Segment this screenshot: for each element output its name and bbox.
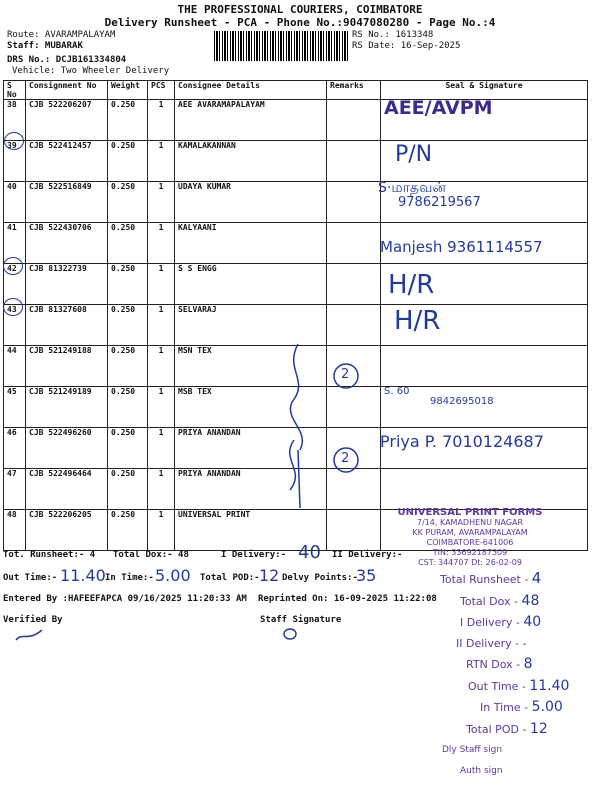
cell-consignee: MSB TEX <box>175 387 327 428</box>
cell-consignment: CJB 522412457 <box>26 141 108 182</box>
cell-pcs: 1 <box>148 469 175 510</box>
summary-dly-label: Dly Staff sign <box>442 745 503 755</box>
hw-signature-43: H/R <box>394 306 441 336</box>
cell-seal-signature <box>381 346 588 387</box>
summary-stamp <box>430 568 590 781</box>
verified-signature-mark <box>14 628 44 644</box>
table-row <box>4 100 588 141</box>
cell-sno: 43 <box>4 305 26 346</box>
cell-weight: 0.250 <box>108 141 148 182</box>
table-row <box>4 182 588 223</box>
cell-consignee: KALYAANI <box>175 223 327 264</box>
hw-signature-40b: 9786219567 <box>398 195 481 210</box>
stamp-line-2: 7/14, KAMADHENU NAGAR <box>416 518 524 527</box>
table-row <box>4 264 588 305</box>
cell-weight: 0.250 <box>108 100 148 141</box>
cell-weight: 0.250 <box>108 182 148 223</box>
cell-consignee: KAMALAKANNAN <box>175 141 327 182</box>
cell-seal-signature <box>381 469 588 510</box>
summary-dly <box>430 740 590 761</box>
summary-auth <box>430 761 590 782</box>
cell-remarks <box>327 264 381 305</box>
drs-number: DRS No.: DCJB161334804 <box>7 55 127 65</box>
staff: Staff: MUBARAK <box>7 41 83 51</box>
summary-out <box>430 676 590 698</box>
total-dox: Total Dox:- 48 <box>113 550 189 560</box>
cell-sno: 38 <box>4 100 26 141</box>
hw-signature-39: P/N <box>395 142 433 167</box>
runsheet-title: Delivery Runsheet - PCA - Phone No.:9047080280 - Page No.:4 <box>104 16 496 29</box>
cell-remarks <box>327 100 381 141</box>
summary-pod-value: 12 <box>529 720 548 737</box>
cell-weight: 0.250 <box>108 510 148 551</box>
cell-pcs: 1 <box>148 264 175 305</box>
total-pod-label: Total POD:- <box>200 573 260 583</box>
summary-idel-value: 40 <box>523 614 542 630</box>
verified-by: Verified By <box>3 615 63 625</box>
company-stamp <box>380 508 560 568</box>
cell-consignment: CJB 522496260 <box>26 428 108 469</box>
cell-consignee: UNIVERSAL PRINT <box>175 510 327 551</box>
summary-in-value: 5.00 <box>531 699 563 715</box>
cell-sno: 45 <box>4 387 26 428</box>
tot-runsheet: Tot. Runsheet:- 4 <box>3 550 96 560</box>
col-sno: S No <box>4 81 26 100</box>
cell-consignment: CJB 81322739 <box>26 264 108 305</box>
stamp-line-3: KK PURAM, AVARAMPALAYAM <box>412 528 528 537</box>
cell-weight: 0.250 <box>108 264 148 305</box>
cell-pcs: 1 <box>148 428 175 469</box>
cell-weight: 0.250 <box>108 305 148 346</box>
route: Route: AVARAMPALAYAM <box>7 30 116 40</box>
out-time-value: 11.40 <box>60 566 106 585</box>
cell-pcs: 1 <box>148 510 175 551</box>
cell-consignee: AEE AVARAMAPALAYAM <box>175 100 327 141</box>
cell-weight: 0.250 <box>108 428 148 469</box>
summary-iidel <box>430 634 590 655</box>
cell-pcs: 1 <box>148 346 175 387</box>
summary-rtn <box>430 654 590 676</box>
barcode <box>214 31 348 61</box>
cell-weight: 0.250 <box>108 223 148 264</box>
cell-consignment: CJB 81327608 <box>26 305 108 346</box>
table-header-row <box>4 81 588 100</box>
cell-consignee: S S ENGG <box>175 264 327 305</box>
cell-consignment: CJB 522206207 <box>26 100 108 141</box>
col-pcs: PCS <box>148 81 175 100</box>
cell-sno: 39 <box>4 141 26 182</box>
col-weight: Weight <box>108 81 148 100</box>
hw-signature-38: AEE/AVPM <box>384 97 493 119</box>
entered-by: Entered By :HAFEEFAPCA 09/16/2025 11:20:33 AM <box>3 594 247 604</box>
hw-circle-count-2: 2 <box>341 451 350 466</box>
ii-delivery-label: II Delivery:- <box>332 550 403 560</box>
staff-signature: Staff Signature <box>260 615 342 625</box>
summary-out-label: Out Time - <box>468 679 526 693</box>
summary-dox <box>430 591 590 613</box>
in-time-value: 5.00 <box>155 566 191 585</box>
cell-pcs: 1 <box>148 305 175 346</box>
in-time-label: In Time:- <box>105 573 154 583</box>
cell-sno: 42 <box>4 264 26 305</box>
company-name: THE PROFESSIONAL COURIERS, COIMBATORE <box>177 3 423 16</box>
cell-consignee: UDAYA KUMAR <box>175 182 327 223</box>
stamp-line-4: COIMBATORE-641006 <box>426 538 514 547</box>
hw-signature-42: H/R <box>388 270 435 300</box>
sno-circle-42 <box>3 257 23 275</box>
summary-dox-value: 48 <box>521 592 540 609</box>
cell-consignment: CJB 522430706 <box>26 223 108 264</box>
cell-consignee: PRIYA ANANDAN <box>175 428 327 469</box>
cell-pcs: 1 <box>148 387 175 428</box>
reprinted-on: Reprinted On: 16-09-2025 11:22:08 <box>258 594 437 604</box>
sno-circle-39 <box>4 132 24 150</box>
summary-dox-label: Total Dox - <box>460 594 519 608</box>
stamp-line-5: TIN: 33692187309 <box>432 548 508 557</box>
hw-signature-41: Manjesh 9361114557 <box>380 238 543 256</box>
cell-remarks <box>327 223 381 264</box>
summary-runsheet-label: Total Runsheet - <box>440 573 529 586</box>
cell-consignee: PRIYA ANANDAN <box>175 469 327 510</box>
summary-iidel-value: - <box>522 636 527 650</box>
summary-pod-label: Total POD - <box>466 722 527 736</box>
cell-remarks <box>327 510 381 551</box>
sno-circle-43 <box>3 298 23 316</box>
summary-in-label: In Time - <box>480 701 529 714</box>
cell-sno: 47 <box>4 469 26 510</box>
summary-idel <box>430 612 590 634</box>
summary-auth-label: Auth sign <box>460 765 503 776</box>
cell-remarks <box>327 141 381 182</box>
hw-signature-45b: 9842695018 <box>430 396 494 407</box>
total-pod-value: 12 <box>259 566 280 585</box>
i-delivery-label: I Delivery:- <box>221 550 287 560</box>
cell-consignee: SELVARAJ <box>175 305 327 346</box>
rs-number: RS No.: 1613348 <box>352 30 434 40</box>
cell-consignment: CJB 522516849 <box>26 182 108 223</box>
hw-circle-count-1: 2 <box>341 367 350 382</box>
summary-in <box>430 697 590 719</box>
rs-date: RS Date: 16-Sep-2025 <box>352 41 461 51</box>
hw-signature-46: Priya P. 7010124687 <box>380 432 544 451</box>
col-seal-signature: Seal & Signature <box>381 81 588 100</box>
cell-pcs: 1 <box>148 182 175 223</box>
summary-idel-label: I Delivery - <box>460 616 520 629</box>
cell-consignment: CJB 521249188 <box>26 346 108 387</box>
cell-sno: 48 <box>4 510 26 551</box>
vehicle: Vehicle: Two Wheeler Delivery <box>12 66 170 76</box>
summary-rtn-value: 8 <box>523 656 533 672</box>
stamp-line-6: CST: 344707 Dt: 26-02-09 <box>418 558 522 567</box>
hw-signature-40a: S·மாதவன் <box>378 180 447 196</box>
cell-sno: 46 <box>4 428 26 469</box>
summary-iidel-label: II Delivery - <box>456 636 520 650</box>
col-consignment: Consignment No <box>26 81 108 100</box>
summary-runsheet-value: 4 <box>531 569 542 587</box>
cell-pcs: 1 <box>148 141 175 182</box>
staff-signature-mark <box>280 626 300 642</box>
cell-sno: 44 <box>4 346 26 387</box>
col-remarks: Remarks <box>327 81 381 100</box>
cell-consignment: CJB 522496464 <box>26 469 108 510</box>
cell-consignee: MSN TEX <box>175 346 327 387</box>
cell-consignment: CJB 522206205 <box>26 510 108 551</box>
cell-sno: 40 <box>4 182 26 223</box>
delvy-points-value: 35 <box>356 566 377 585</box>
delvy-points-label: Delvy Points:- <box>282 573 358 583</box>
col-consignee: Consignee Details <box>175 81 327 100</box>
summary-runsheet <box>430 568 590 591</box>
cell-remarks <box>327 182 381 223</box>
table-row <box>4 141 588 182</box>
stamp-line-1: UNIVERSAL PRINT FORMS <box>397 507 543 518</box>
cell-weight: 0.250 <box>108 469 148 510</box>
cell-sno: 41 <box>4 223 26 264</box>
out-time-label: Out Time:- <box>3 573 58 583</box>
cell-pcs: 1 <box>148 223 175 264</box>
cell-weight: 0.250 <box>108 387 148 428</box>
hw-brace-marks <box>280 340 360 510</box>
cell-pcs: 1 <box>148 100 175 141</box>
summary-out-value: 11.40 <box>529 677 570 694</box>
cell-seal-signature <box>381 387 588 428</box>
hw-signature-45a: S. 60 <box>384 386 410 397</box>
cell-weight: 0.250 <box>108 346 148 387</box>
summary-pod <box>430 719 590 741</box>
cell-consignment: CJB 521249189 <box>26 387 108 428</box>
summary-rtn-label: RTN Dox - <box>466 658 521 671</box>
i-delivery-value: 40 <box>298 542 321 563</box>
